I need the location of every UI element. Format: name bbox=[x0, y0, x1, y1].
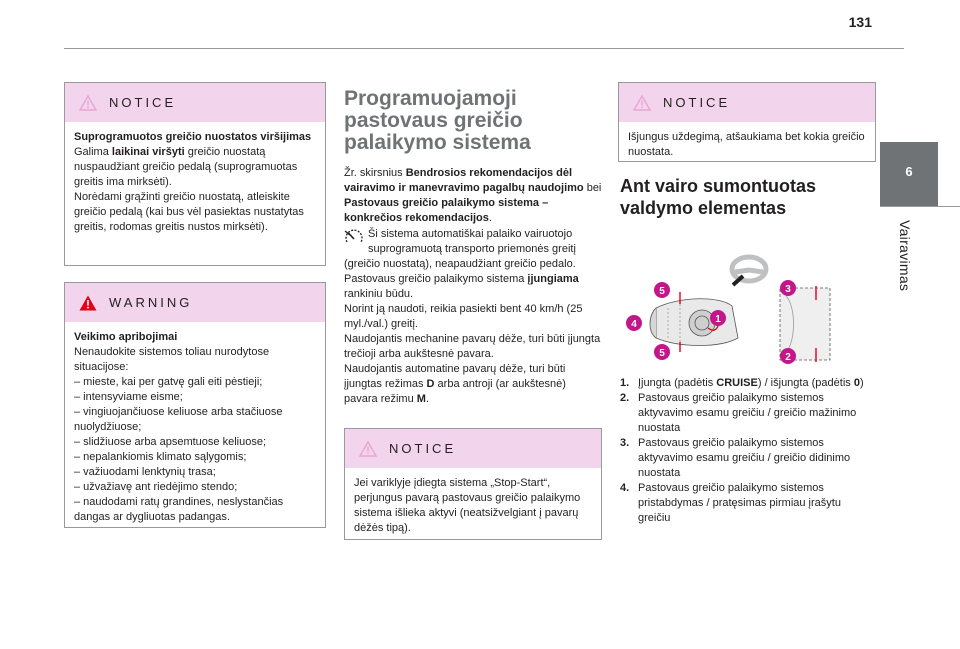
page-number: 131 bbox=[848, 14, 872, 30]
warning-triangle-icon bbox=[633, 95, 651, 111]
list-item bbox=[620, 436, 872, 481]
warning-item: – nepalankiomis klimato sąlygomis; bbox=[74, 451, 247, 463]
notice-title: NOTICE bbox=[109, 95, 177, 110]
notice-header bbox=[65, 83, 325, 122]
text-run-bold: įjungiama bbox=[527, 273, 579, 285]
notice-box-ignition bbox=[618, 82, 876, 162]
list-item bbox=[620, 391, 872, 436]
text-run: arba antroji (ar aukštesnė) pavara režimu bbox=[344, 378, 566, 405]
list-number: 4. bbox=[620, 482, 630, 494]
callout-label: 5 bbox=[659, 348, 665, 359]
chapter-number: 6 bbox=[905, 164, 913, 179]
warning-heading: Veikimo apribojimai bbox=[74, 331, 178, 343]
speedometer-icon bbox=[344, 227, 364, 245]
warning-header bbox=[65, 283, 325, 322]
callout-label: 1 bbox=[715, 314, 721, 325]
cruise-control-stalk-figure bbox=[620, 276, 840, 370]
notice-body bbox=[65, 122, 325, 245]
list-number: 1. bbox=[620, 377, 630, 389]
callout-label: 2 bbox=[785, 352, 791, 363]
notice-paragraph-1 bbox=[74, 145, 315, 190]
auto-gearbox-paragraph bbox=[344, 362, 602, 407]
text-run-bold: 0 bbox=[853, 377, 860, 389]
activation-paragraph bbox=[344, 272, 602, 302]
list-number: 2. bbox=[620, 392, 630, 404]
chapter-label: Vairavimas bbox=[897, 220, 913, 292]
chapter-tab[interactable] bbox=[880, 142, 938, 206]
warning-item: – slidžiuose arba apsemtuose keliuose; bbox=[74, 436, 267, 448]
section-title: Programuojamoji pastovaus greičio palaikymo sistema bbox=[344, 87, 531, 154]
warning-item: – užvažiavę ant riedėjimo stendo; bbox=[74, 481, 238, 493]
warning-title: WARNING bbox=[109, 295, 193, 310]
text-run: Galima bbox=[74, 146, 112, 158]
warning-item: – važiuodami lenktynių trasa; bbox=[74, 466, 216, 478]
text-run: Pastovaus greičio palaikymo sistema bbox=[344, 273, 528, 285]
notice-heading: Suprogramuotos greičio nuostatos viršijimas bbox=[74, 131, 312, 143]
warning-intro: Nenaudokite sistemos toliau nurodytose situacijose: bbox=[74, 346, 270, 373]
text-run: greičio nuostatą nuspaudžiant greičio pedalą (suprogramuotas greitis ima mirksėti). bbox=[74, 146, 298, 188]
warning-triangle-icon bbox=[79, 295, 97, 311]
notice-header bbox=[619, 83, 875, 122]
list-text: Pastovaus greičio palaikymo sistemos aktyvavimo esamu greičiu / greičio mažinimo nuostata bbox=[638, 392, 857, 434]
warning-body bbox=[65, 322, 325, 535]
callout-label: 4 bbox=[631, 319, 637, 330]
text-run: Žr. skirsnius bbox=[344, 167, 406, 179]
text-run-bold: M bbox=[416, 393, 426, 405]
text-run-bold: Bendrosios rekomendacijos dėl vairavimo ir manevravimo pagalbų naudojimo bbox=[344, 167, 584, 194]
list-text: Pastovaus greičio palaikymo sistemos aktyvavimo esamu greičiu / greičio didinimo nuostata bbox=[638, 437, 851, 479]
controls-section-title: Ant vairo sumontuotas valdymo elementas bbox=[620, 176, 817, 218]
notice-box-stop-start bbox=[344, 428, 602, 540]
notice-title: NOTICE bbox=[389, 441, 457, 456]
warning-item: – intensyviame eisme; bbox=[74, 391, 183, 403]
reference-paragraph bbox=[344, 166, 602, 226]
text-run: . bbox=[488, 212, 492, 224]
cruise-control-section bbox=[344, 88, 602, 407]
text-run: bei bbox=[583, 182, 602, 194]
notice-box-overspeed bbox=[64, 82, 326, 266]
warning-triangle-icon bbox=[359, 441, 377, 457]
list-text bbox=[632, 376, 872, 391]
header-rule bbox=[64, 48, 904, 49]
text-run-bold: D bbox=[426, 378, 435, 390]
text-run-bold: laikinai viršyti bbox=[111, 146, 185, 158]
notice-body: Išjungus uždegimą, atšaukiama bet kokia greičio nuostata. bbox=[628, 131, 865, 158]
side-rule bbox=[880, 206, 960, 207]
speed-paragraph: Norint ją naudoti, reikia pasiekti bent 40 km/h (25 myl./val.) greitį. bbox=[344, 303, 583, 330]
text-run-bold: Pastovaus greičio palaikymo sistema – konkrečios rekomendacijos bbox=[344, 197, 549, 224]
notice-title: NOTICE bbox=[663, 95, 731, 110]
text-run: rankiniu būdu. bbox=[344, 288, 414, 300]
text-run: . bbox=[425, 393, 429, 405]
notice-body: Jei variklyje įdiegta sistema „Stop-Start“, perjungus pavarą pastovaus greičio palaikymo sistema išlieka aktyvi (neatsižvelgiant į pavarų dėžės tipą). bbox=[354, 477, 581, 534]
text-run: Įjungta (padėtis bbox=[638, 377, 717, 389]
controls-list bbox=[620, 376, 872, 526]
warning-triangle-icon bbox=[79, 95, 97, 111]
warning-item: – vingiuojančiuose keliuose arba stačiuose nuolydžiuose; bbox=[74, 406, 283, 433]
warning-item: – mieste, kai per gatvę gali eiti pėstieji; bbox=[74, 376, 263, 388]
notice-header bbox=[345, 429, 601, 468]
list-number: 3. bbox=[620, 437, 630, 449]
text-run: ) bbox=[859, 377, 864, 389]
callout-label: 3 bbox=[785, 284, 791, 295]
notice-paragraph-2: Norėdami grąžinti greičio nuostatą, atleiskite greičio pedalą (kai bus vėl pasiektas nustatytas greitis, rodomas greitis nustos mirksėti). bbox=[74, 191, 304, 233]
warning-item: – naudodami ratų grandines, neslystančias dangas ar dygliuotas padangas. bbox=[74, 496, 284, 523]
list-text: Pastovaus greičio palaikymo sistemos pristabdymas / pratęsimas pirmiau įrašytu greičiu bbox=[638, 482, 841, 524]
text-run-bold: CRUISE bbox=[716, 377, 758, 389]
warning-box bbox=[64, 282, 326, 528]
manual-gearbox-paragraph: Naudojantis mechanine pavarų dėže, turi būti įjungta trečioji arba aukštesnė pavara. bbox=[344, 333, 601, 360]
callout-label: 5 bbox=[659, 286, 665, 297]
text-run: Naudojantis automatine pavarų dėže, turi būti įjungtas režimas bbox=[344, 363, 566, 390]
system-paragraph bbox=[344, 227, 602, 272]
list-item bbox=[620, 481, 872, 526]
text-run: Ši sistema automatiškai palaiko vairuotojo suprogramuotą transporto priemonės greitį (greičio nuostatą), neapaudžiant greičio pedalo. bbox=[344, 228, 576, 270]
text-run: ) / išjungta (padėtis bbox=[757, 377, 854, 389]
list-item bbox=[620, 376, 872, 391]
